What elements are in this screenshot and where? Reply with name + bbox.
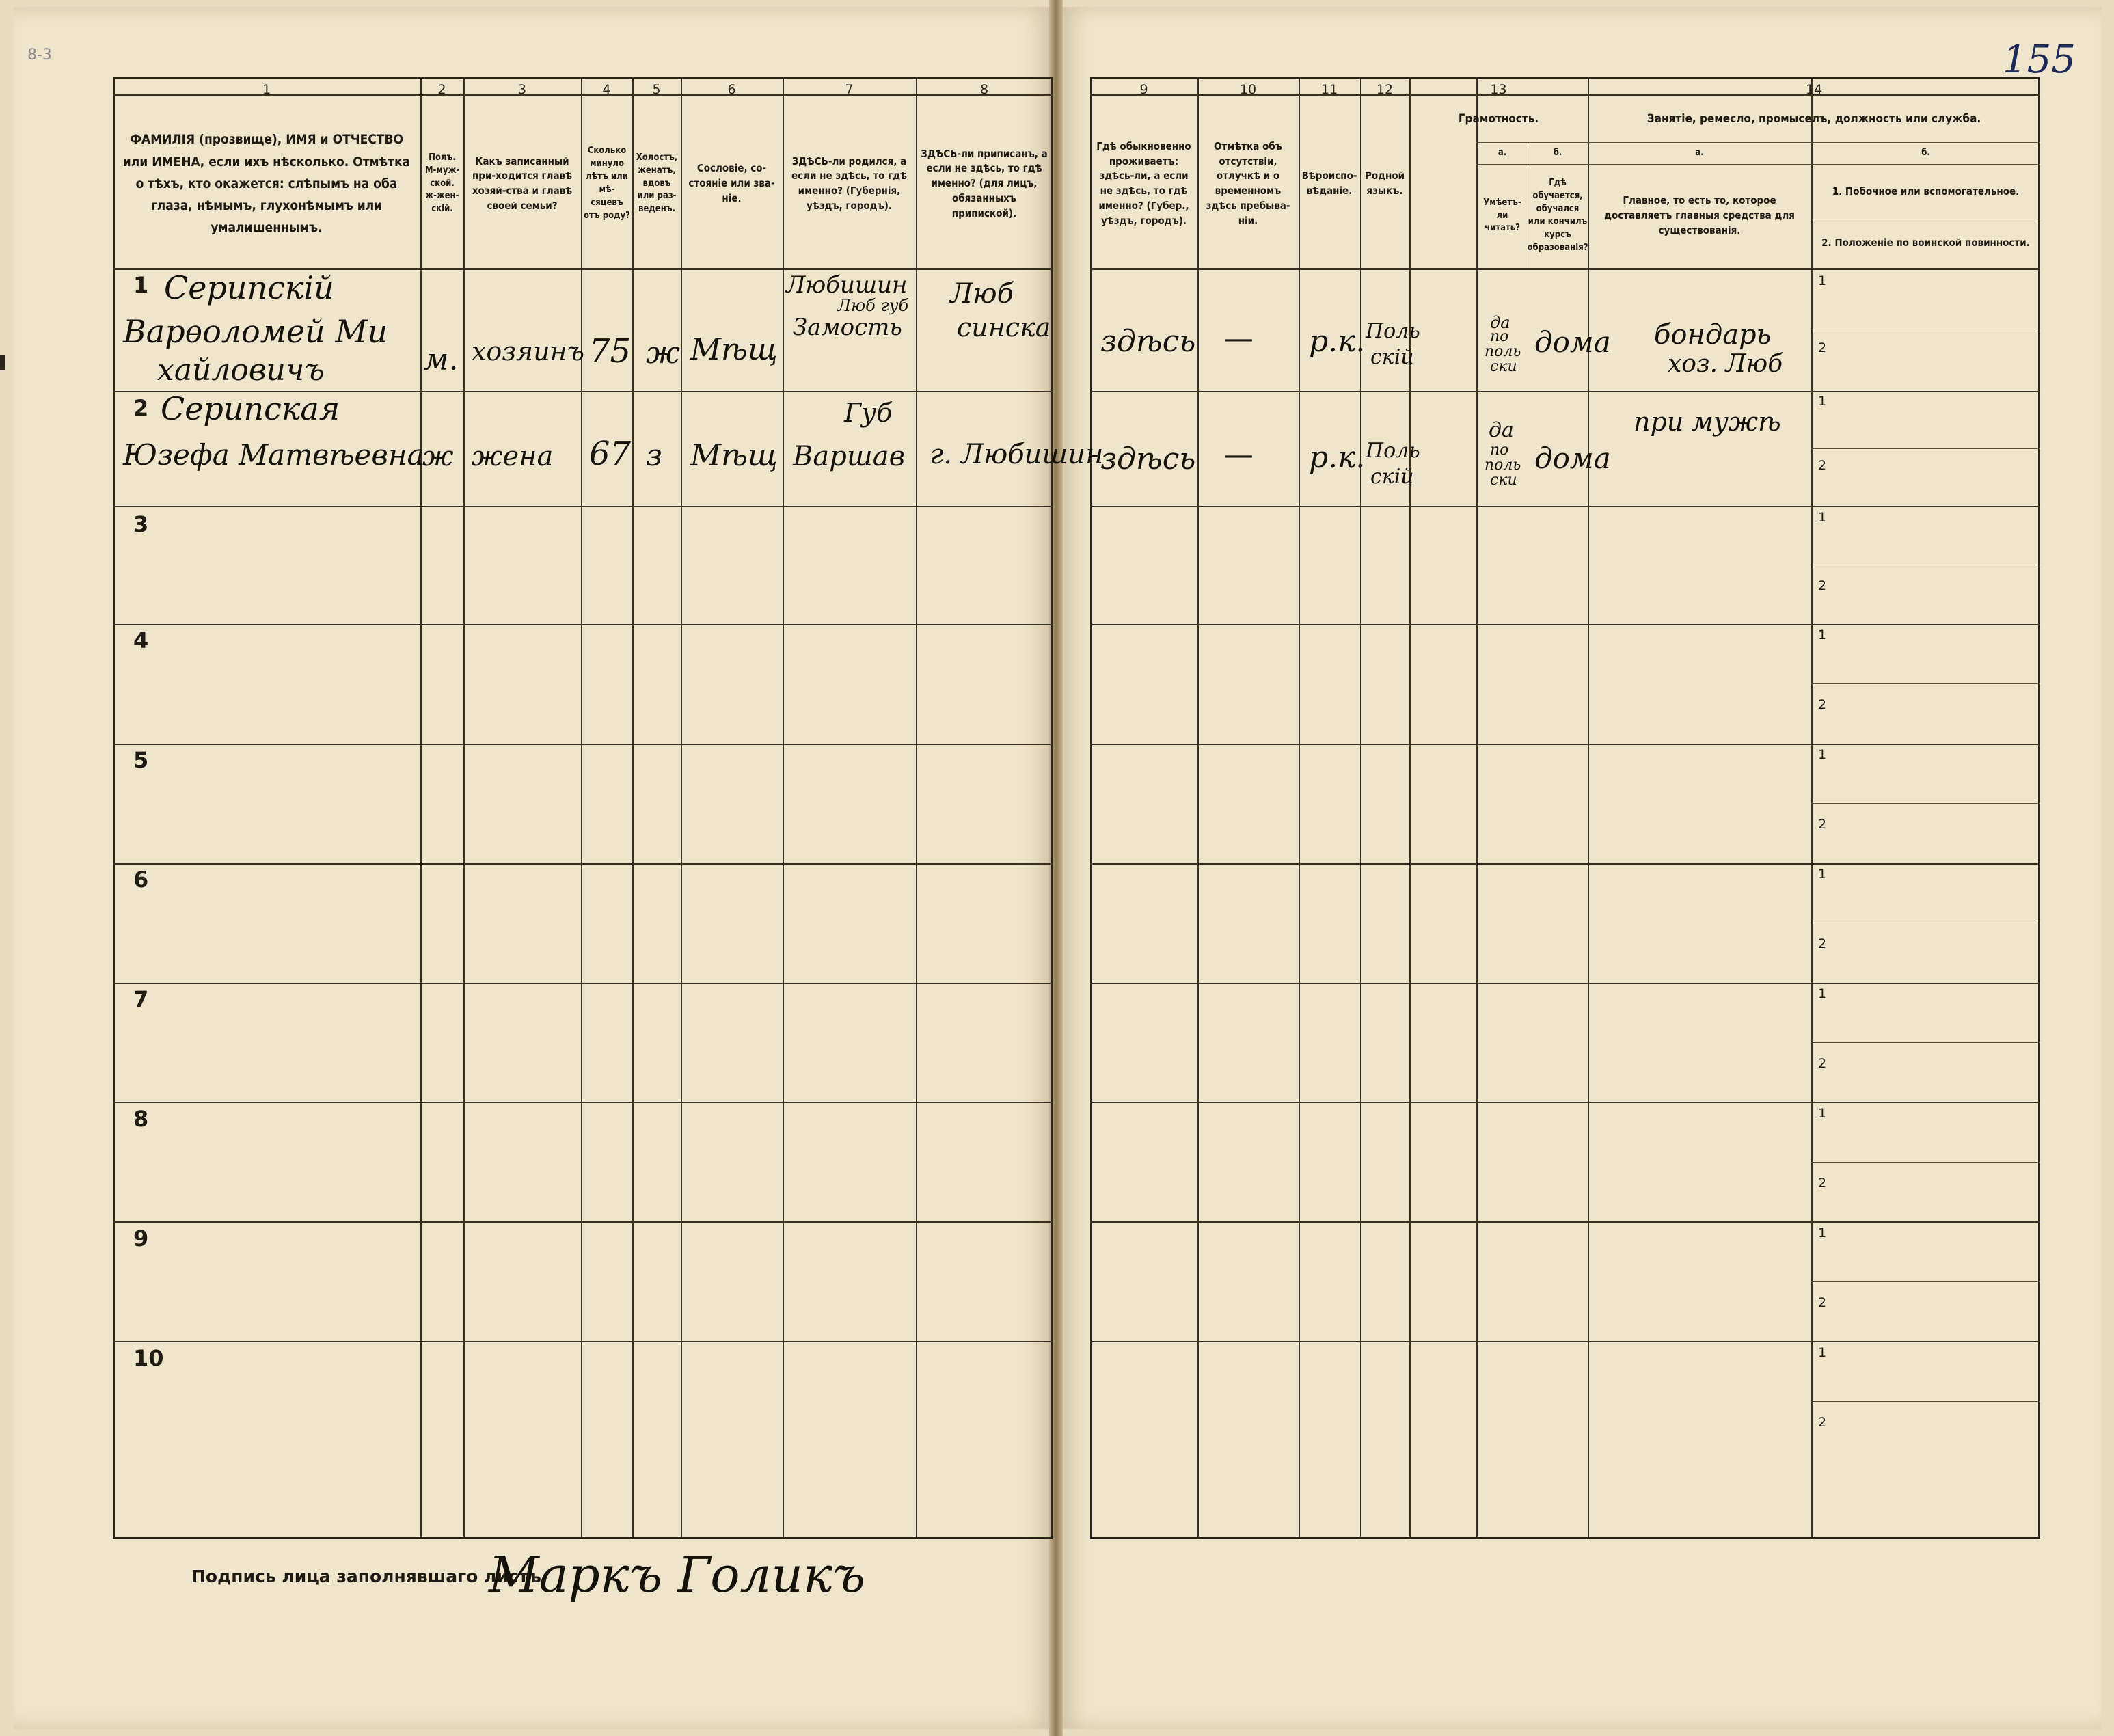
subrow-number: 1 (1818, 1106, 1827, 1121)
header-name: ФАМИЛІЯ (прозвище), ИМЯ и ОТЧЕСТВО или ИМЕНА, если ихъ нѣсколько. Отмѣтка о тѣхъ, кто окажется: слѣпымъ на оба глаза, нѣмымъ, глухонѣмымъ или умалишеннымъ. (122, 132, 411, 236)
column-number: 4 (602, 82, 611, 97)
header-literacy-a-letter: а. (1498, 147, 1507, 158)
subrow-number: 2 (1818, 697, 1827, 712)
header-language: Родной языкъ. (1364, 169, 1405, 197)
col-rule (581, 77, 582, 1539)
entry2-literate-line1: да (1489, 418, 1514, 442)
row-rule (1090, 1341, 2040, 1342)
header-estate: Сословіе, со-стояніе или зва-ніе. (688, 162, 775, 204)
row-rule (1090, 1102, 2040, 1103)
subrow-rule (1811, 803, 2040, 804)
column-number: 10 (1239, 82, 1257, 97)
subrow-rule (1811, 1401, 2040, 1402)
row-number: 4 (133, 627, 149, 653)
row-number: 9 (133, 1225, 149, 1251)
entry1-occupation-line1: бондарь (1654, 319, 1772, 351)
col-rule (1588, 77, 1589, 1539)
entry2-age: 67 (589, 435, 632, 473)
header-marital: Холостъ, женатъ, вдовъ или раз-веденъ. (636, 152, 678, 215)
census-table-right (1090, 77, 2040, 1539)
entry1-absence: — (1223, 321, 1254, 356)
row-rule (1090, 863, 2040, 865)
subrow-rule (1811, 683, 2040, 684)
header-education: Гдѣ обучается, обучался или кончилъ курсъ образованія? (1527, 178, 1588, 253)
row-rule (113, 863, 1053, 865)
col-rule (1409, 77, 1411, 1539)
col-rule (783, 77, 784, 1539)
column-number: 11 (1320, 82, 1338, 97)
subrow-number: 1 (1818, 394, 1827, 409)
column-number: 9 (1139, 82, 1148, 97)
row-rule (1090, 624, 2040, 625)
subrow-rule (1811, 448, 2040, 449)
row-rule (1090, 983, 2040, 984)
subrow-number: 2 (1818, 578, 1827, 593)
row-number: 7 (133, 986, 149, 1012)
col-rule (1476, 77, 1478, 1539)
subrow-number: 2 (1818, 936, 1827, 951)
entry1-literate-line2: по (1490, 328, 1509, 345)
subrow-number: 1 (1818, 867, 1827, 882)
header-secondary-occupation: 1. Побочное или вспомогательное. (1832, 185, 2020, 198)
entry1-occupation-line2: хоз. Люб (1668, 350, 1783, 378)
entry1-language-line2: скій (1370, 345, 1414, 369)
entry2-occupation-line1: при мужѣ (1634, 407, 1781, 437)
header-literacy-b-letter: б. (1553, 147, 1562, 158)
row-rule (1090, 1221, 2040, 1223)
entry2-residence: здѣсь (1100, 442, 1196, 476)
header-birthplace: ЗДѢСЬ-ли родился, а если не здѣсь, то гдѣ именно? (Губернія, уѣздъ, городъ). (791, 154, 908, 212)
row-rule (1090, 744, 2040, 745)
entry1-literate-line1: да (1490, 313, 1510, 332)
header-residence: Гдѣ обыкновенно проживаетъ: здѣсь-ли, а если не здѣсь, то гдѣ именно? (Губер., уѣздъ, городъ). (1096, 139, 1191, 227)
signature-label: Подпись лица заполнявшаго листъ (191, 1567, 541, 1586)
row-number: 2 (133, 395, 149, 421)
column-number: 2 (437, 82, 446, 97)
subrow-number: 1 (1818, 1345, 1827, 1360)
entry1-registered-line2: синска (957, 312, 1051, 342)
subrow-number: 1 (1818, 273, 1827, 288)
column-number: 5 (652, 82, 661, 97)
entry1-marital: ж (646, 336, 681, 370)
subrow-number: 2 (1818, 340, 1827, 355)
row-number: 6 (133, 867, 149, 893)
entry1-registered-line1: Люб (950, 278, 1014, 310)
row-rule (113, 624, 1053, 625)
row-rule (113, 506, 1053, 507)
entry2-name-line1: Серипская (161, 390, 340, 427)
entry1-religion: р.к. (1309, 324, 1366, 359)
entry2-literate-line3: поль (1485, 457, 1521, 474)
entry2-language-line2: скій (1370, 465, 1414, 489)
row-number: 5 (133, 747, 149, 773)
row-number: 10 (133, 1345, 164, 1371)
header-occupation-a-letter: а. (1695, 147, 1704, 158)
row-rule (1090, 391, 2040, 392)
header-absence: Отмѣтка объ отсутствіи, отлучкѣ и о временномъ здѣсь пребыва-ніи. (1206, 139, 1290, 227)
row-rule (113, 983, 1053, 984)
entry1-name-line3: хайловичъ (157, 353, 325, 388)
row-rule (1090, 506, 2040, 507)
subrow-number: 1 (1818, 986, 1827, 1001)
entry1-language-line1: Поль (1366, 319, 1420, 343)
row-rule (113, 1102, 1053, 1103)
entry2-registered-line1: г. Любишин (930, 439, 1104, 470)
entry2-estate: Мѣщ (690, 438, 778, 473)
entry2-literate-line2: по (1490, 442, 1509, 459)
entry2-relation: жена (472, 441, 554, 472)
entry1-relation: хозяинъ (472, 336, 585, 366)
entry2-literate-line4: ски (1490, 472, 1517, 489)
col-rule (420, 77, 422, 1539)
subrow-number: 2 (1818, 1176, 1827, 1191)
entry2-education: дома (1534, 442, 1611, 475)
subrow-number: 2 (1818, 1415, 1827, 1430)
entry2-marital: з (646, 438, 662, 473)
row-rule (113, 1221, 1053, 1223)
column-number: 8 (979, 82, 989, 97)
entry1-birthplace-line2: Замость (793, 314, 902, 341)
col-rule (681, 77, 682, 1539)
subrow-number: 1 (1818, 510, 1827, 525)
col-rule (1811, 77, 1813, 1539)
entry1-birthplace-gub: Люб губ (837, 296, 909, 315)
subrow-number: 1 (1818, 747, 1827, 762)
subrow-rule (1811, 1281, 2040, 1282)
entry1-sex: м. (424, 342, 459, 377)
entry2-religion: р.к. (1309, 440, 1366, 475)
subrow-number: 2 (1818, 1295, 1827, 1310)
edge-mark (0, 355, 5, 370)
col-rule (1299, 77, 1300, 1539)
row-rule (113, 1341, 1053, 1342)
entry1-name-line1: Серипскій (164, 269, 334, 306)
header-occupation: Занятіе, ремесло, промыселъ, должность или служба. (1647, 111, 1981, 126)
entry2-name-line2: Юзефа Матвѣевна (123, 438, 424, 472)
header-can-read: Умѣетъ-ли читать? (1483, 197, 1521, 234)
col-rule (463, 77, 465, 1539)
header-military-status: 2. Положеніе по воинской повинности. (1821, 236, 2030, 249)
entry1-residence: здѣсь (1100, 324, 1196, 359)
column-number: 6 (727, 82, 736, 97)
entry1-education: дома (1534, 325, 1611, 359)
subrow-number: 1 (1818, 627, 1827, 642)
column-number: 1 (262, 82, 271, 97)
header-main-occupation: Главное, то есть то, которое доставляетъ главныя средства для существованія. (1604, 194, 1795, 236)
subrow-number: 2 (1818, 458, 1827, 473)
entry2-birthplace-line1: Варшав (793, 441, 905, 472)
entry2-absence: — (1223, 437, 1254, 472)
row-rule (113, 744, 1053, 745)
folio-number: 155 (2003, 38, 2076, 82)
row-number: 3 (133, 511, 149, 537)
entry2-sex: ж (422, 441, 454, 472)
header-rule (1090, 268, 2040, 270)
subheader-rule (1476, 164, 2040, 165)
column-number: 14 (1805, 82, 1823, 97)
entry1-estate: Мѣщ (690, 332, 778, 367)
pencil-note: 8-3 (27, 46, 52, 64)
column-number: 7 (845, 82, 854, 97)
header-religion: Вѣроиспо-вѣданіе. (1301, 169, 1357, 197)
col-rule (1197, 77, 1199, 1539)
header-sex: Полъ. М-муж-ской. ж-жен-скій. (424, 152, 460, 215)
col-rule (916, 77, 917, 1539)
entry1-name-line2: Варѳоломей Ми (123, 313, 388, 350)
subrow-number: 2 (1818, 817, 1827, 832)
row-number: 8 (133, 1106, 149, 1132)
entry1-literate-line3: поль (1485, 343, 1521, 360)
subheader-rule (1588, 142, 2040, 143)
col-rule (632, 77, 634, 1539)
entry2-language-line1: Поль (1366, 439, 1420, 463)
subrow-rule (1811, 1042, 2040, 1043)
header-relation: Какъ записанный при-ходится главѣ хозяй-ства и главѣ своей семьи? (472, 154, 573, 212)
subrow-rule (1811, 1162, 2040, 1163)
column-number: 3 (517, 82, 527, 97)
column-number: 13 (1490, 82, 1507, 97)
entry1-literate-line4: ски (1490, 358, 1517, 375)
signature: Маркъ Голикъ (489, 1546, 865, 1603)
header-registration: ЗДѢСЬ-ли приписанъ, а если не здѣсь, то гдѣ именно? (для лицъ, обязанныхъ припиской). (921, 147, 1048, 219)
header-occupation-b-letter: б. (1921, 147, 1930, 158)
entry1-birthplace-line1: Любишин (786, 271, 908, 299)
header-literacy: Грамотность. (1458, 111, 1539, 126)
col-rule (1360, 77, 1361, 1539)
subrow-number: 2 (1818, 1056, 1827, 1071)
entry2-birthplace-gub: Губ (844, 398, 893, 428)
column-number: 12 (1376, 82, 1394, 97)
entry1-age: 75 (589, 332, 632, 370)
subrow-number: 1 (1818, 1225, 1827, 1240)
header-age: Сколько минуло лѣтъ или мѣ-сяцевъ отъ роду? (584, 146, 630, 221)
row-number: 1 (133, 272, 149, 298)
subheader-rule (1476, 142, 1588, 143)
